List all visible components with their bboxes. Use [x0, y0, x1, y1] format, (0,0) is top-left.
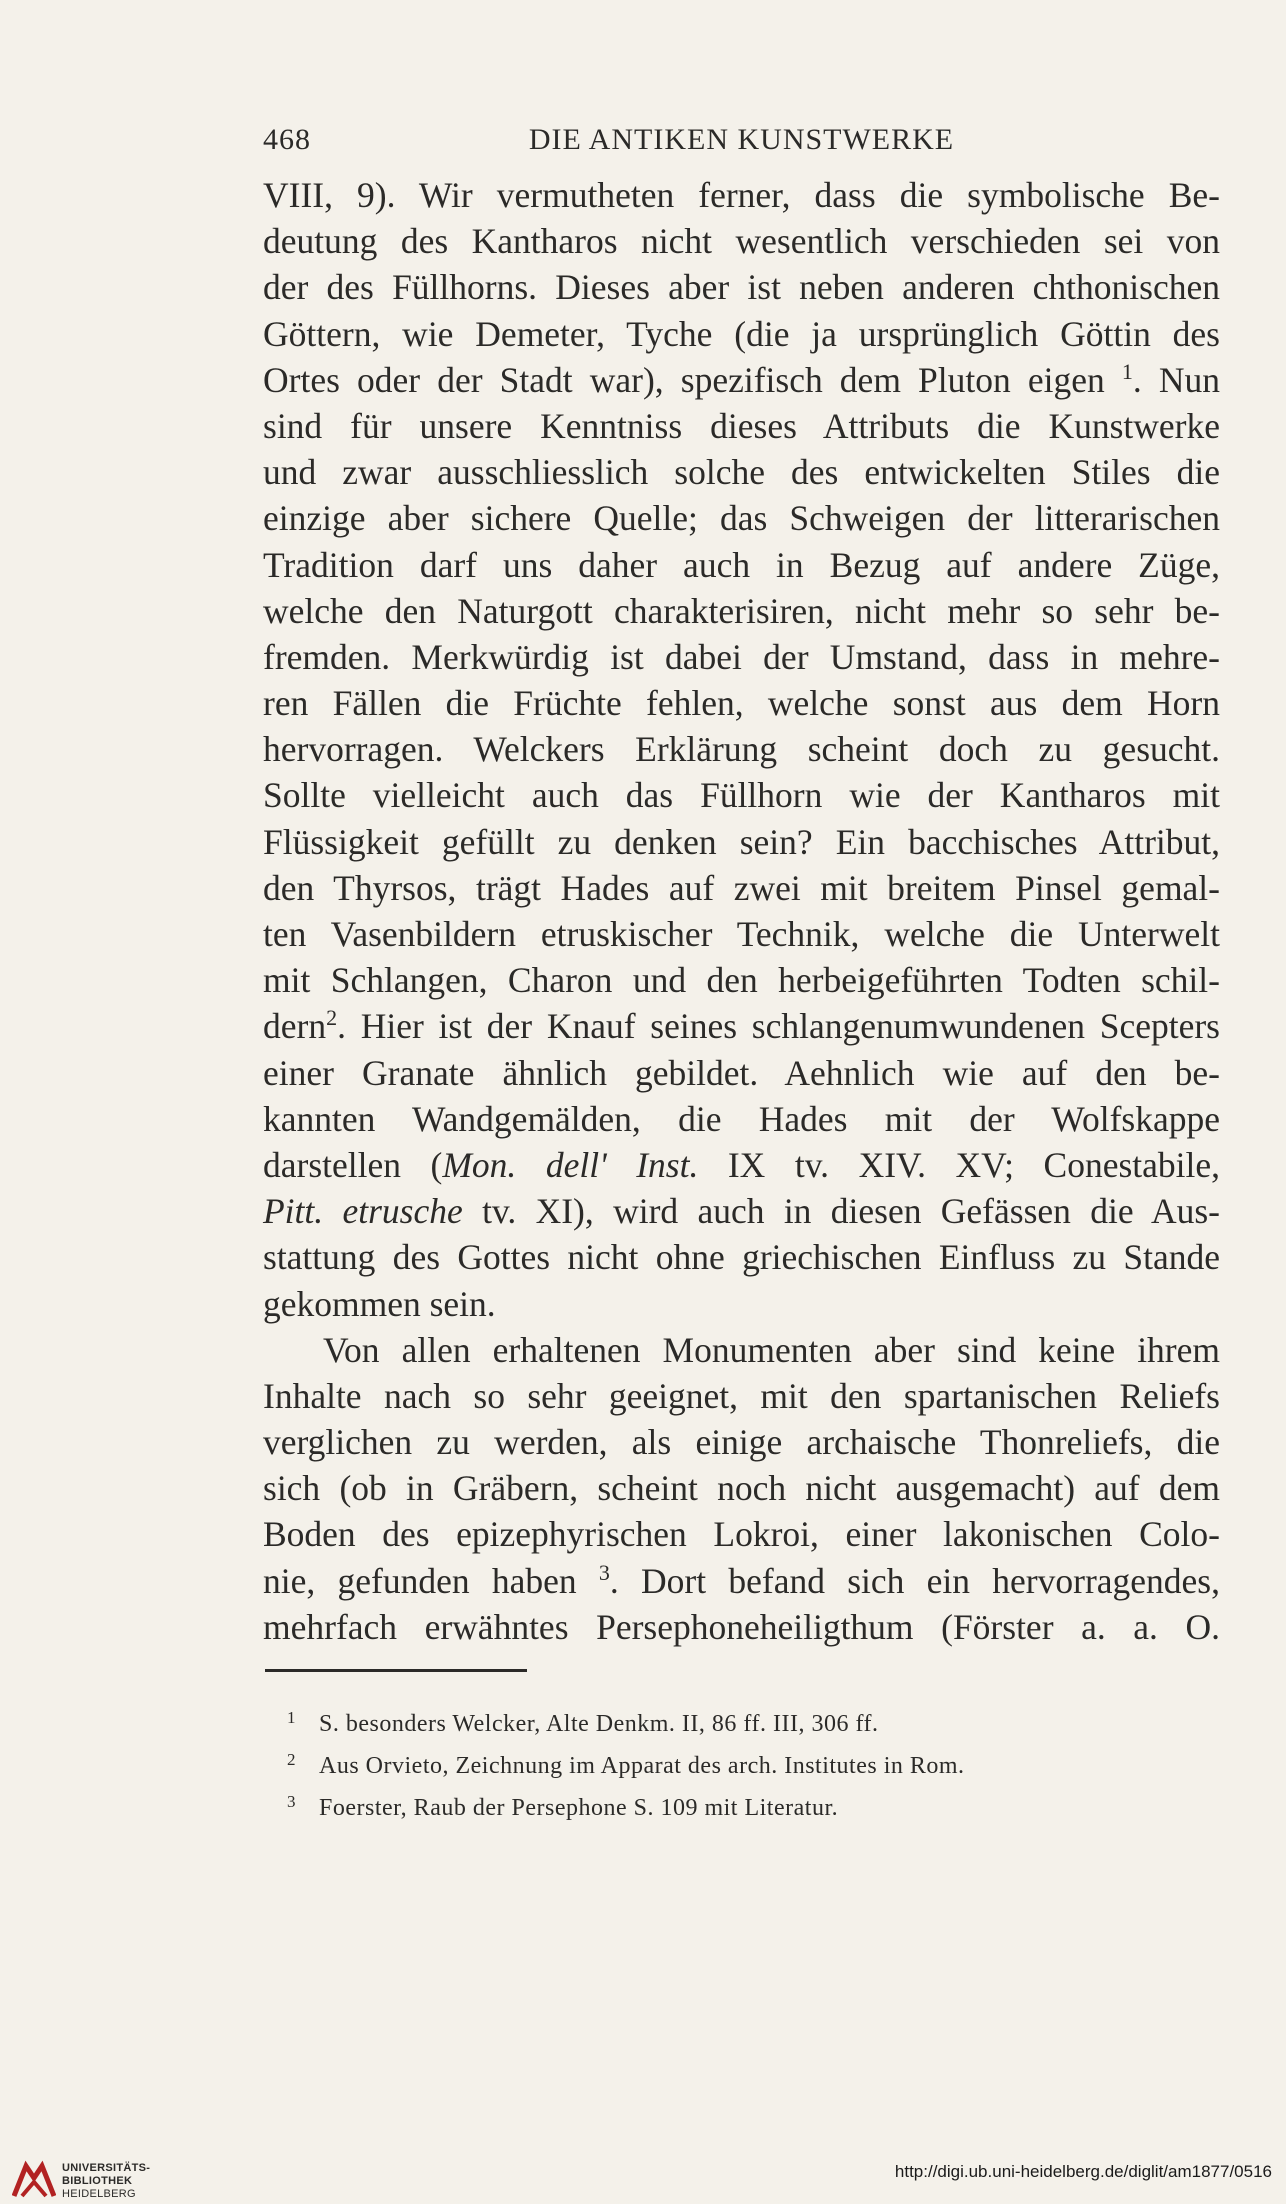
- text-line: [263, 357, 1220, 403]
- text-fragment: tv. XI), wird auch in diesen Gefässen die Aus-: [462, 1191, 1220, 1232]
- text-line: gekommen sein.: [263, 1283, 496, 1324]
- text-line: welche den Naturgott charakterisiren, nicht mehr so sehr be-: [263, 590, 1220, 631]
- text-line: fremden. Merkwürdig ist dabei der Umstand, dass in mehre-: [263, 636, 1220, 677]
- text-fragment: . Dort befand sich ein hervorragendes,: [609, 1560, 1220, 1601]
- footnote-number: 2: [287, 1750, 296, 1769]
- library-name-line: BIBLIOTHEK: [62, 2175, 133, 2187]
- text-fragment: Ortes oder der Stadt war), spezifisch dem Pluton eigen: [263, 359, 1105, 400]
- footnote: [287, 1742, 1187, 1784]
- text-line: [263, 1142, 1220, 1188]
- text-fragment: IX tv. XIV. XV; Conestabile,: [698, 1144, 1220, 1185]
- text-line: deutung des Kantharos nicht wesentlich verschieden sei von: [263, 221, 1220, 262]
- text-line: einzige aber sichere Quelle; das Schweigen der litterarischen: [263, 498, 1220, 539]
- footnote-number: 3: [287, 1792, 296, 1811]
- page-number: 468: [263, 123, 311, 156]
- library-name-line: HEIDELBERG: [62, 2188, 136, 2200]
- footnote-text: Foerster, Raub der Persephone S. 109 mit Literatur.: [319, 1795, 839, 1821]
- footnote-text: Aus Orvieto, Zeichnung im Apparat des arch. Institutes in Rom.: [319, 1753, 965, 1779]
- citation-italic: Mon. dell' Inst.: [442, 1144, 699, 1185]
- text-line: einer Granate ähnlich gebildet. Aehnlich wie auf den be-: [263, 1052, 1220, 1093]
- library-emblem-icon: [12, 2160, 56, 2200]
- text-fragment: darstellen (: [263, 1144, 443, 1185]
- text-fragment: dern: [263, 1006, 327, 1047]
- text-line: und zwar ausschliesslich solche des entwickelten Stiles die: [263, 452, 1220, 493]
- text-line: [263, 1558, 1220, 1604]
- text-line: der des Füllhorns. Dieses aber ist neben anderen chthonischen: [263, 267, 1220, 308]
- footnote-number: 1: [287, 1708, 296, 1727]
- text-line: sind für unsere Kenntniss dieses Attributs die Kunstwerke: [263, 405, 1220, 446]
- text-line: [263, 1188, 1220, 1234]
- text-fragment: nie, gefunden haben: [263, 1560, 577, 1601]
- footnote-marker: 1: [1121, 358, 1133, 384]
- footnote-text: S. besonders Welcker, Alte Denkm. II, 86 ff. III, 306 ff.: [319, 1711, 879, 1737]
- text-line: verglichen zu werden, als einige archaische Thonreliefs, die: [263, 1422, 1220, 1463]
- text-line: Tradition darf uns daher auch in Bezug auf andere Züge,: [263, 544, 1220, 585]
- text-line: Flüssigkeit gefüllt zu denken sein? Ein bacchisches Attribut,: [263, 821, 1220, 862]
- text-line: Sollte vielleicht auch das Füllhorn wie der Kantharos mit: [263, 775, 1220, 816]
- text-line: kannten Wandgemälden, die Hades mit der Wolfskappe: [263, 1098, 1220, 1139]
- text-line: stattung des Gottes nicht ohne griechischen Einfluss zu Stande: [263, 1237, 1220, 1278]
- source-url[interactable]: http://digi.ub.uni-heidelberg.de/diglit/am1877/0516: [894, 2162, 1272, 2181]
- text-line: Von allen erhaltenen Monumenten aber sind keine ihrem: [323, 1329, 1220, 1370]
- text-line: ren Fällen die Früchte fehlen, welche sonst aus dem Horn: [263, 683, 1220, 724]
- text-line: ten Vasenbildern etruskischer Technik, welche die Unterwelt: [263, 914, 1220, 954]
- text-line: hervorragen. Welckers Erklärung scheint doch zu gesucht.: [263, 729, 1220, 770]
- text-line: sich (ob in Gräbern, scheint noch nicht ausgemacht) auf dem: [263, 1468, 1220, 1509]
- text-line: mehrfach erwähntes Persephoneheiligthum (Förster a. a. O.: [263, 1606, 1220, 1647]
- footnote-marker: 3: [598, 1559, 610, 1585]
- text-fragment: . Nun: [1132, 359, 1221, 400]
- library-name: [62, 2162, 150, 2201]
- citation-italic: Pitt. etrusche: [263, 1191, 463, 1232]
- text-line: [263, 1003, 1220, 1049]
- footnotes: [287, 1700, 1187, 1826]
- footnote: [287, 1700, 1187, 1742]
- footnote-divider: [265, 1669, 527, 1672]
- footnote-marker: 2: [326, 1005, 338, 1031]
- text-line: Boden des epizephyrischen Lokroi, einer lakonischen Colo-: [263, 1514, 1220, 1555]
- footnote: [287, 1784, 1187, 1826]
- text-line: VIII, 9). Wir vermutheten ferner, dass die symbolische Be-: [263, 175, 1220, 215]
- library-name-line: UNIVERSITÄTS-: [62, 2162, 151, 2174]
- text-line: Göttern, wie Demeter, Tyche (die ja ursprünglich Göttin des: [263, 313, 1220, 354]
- text-line: den Thyrsos, trägt Hades auf zwei mit breitem Pinsel gemal-: [263, 867, 1220, 908]
- text-line: Inhalte nach so sehr geeignet, mit den spartanischen Reliefs: [263, 1375, 1220, 1416]
- main-text: [263, 172, 1220, 1650]
- text-fragment: . Hier ist der Knauf seines schlangenumwundenen Scepters: [337, 1006, 1220, 1047]
- library-logo: [12, 2160, 172, 2204]
- text-line: mit Schlangen, Charon und den herbeigeführten Todten schil-: [263, 960, 1220, 1001]
- running-title: DIE ANTIKEN KUNSTWERKE: [528, 123, 955, 156]
